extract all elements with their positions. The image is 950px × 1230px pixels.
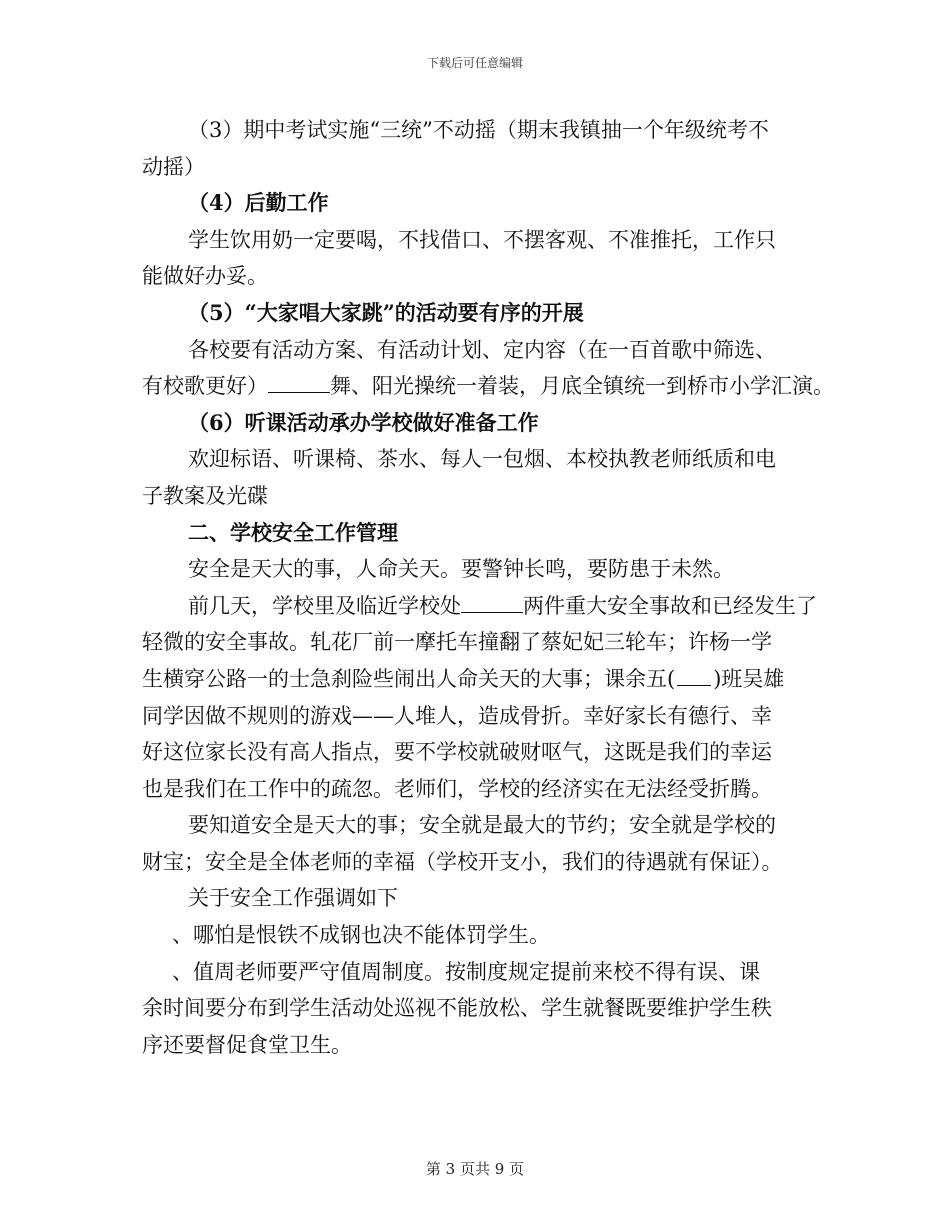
section-heading: （6）听课活动承办学校做好准备工作: [188, 409, 539, 435]
fill-blank: [677, 665, 711, 686]
paragraph-line: 欢迎标语、听课椅、茶水、每人一包烟、本校执教老师纸质和电: [188, 447, 776, 472]
paragraph-line: 各校要有活动方案、有活动计划、定内容（在一百首歌中筛选、: [188, 337, 776, 362]
paragraph-line: 余时间要分布到学生活动处巡视不能放松、学生就餐既要维护学生秩: [142, 996, 772, 1021]
paragraph-line: 财宝；安全是全体老师的幸福（学校开支小，我们的待遇就有保证）。: [142, 849, 783, 874]
paragraph-line: 、值周老师要严守值周制度。按制度规定提前来校不得有误、课: [172, 959, 760, 984]
paragraph-line: 学生饮用奶一定要喝，不找借口、不摆客观、不准推托，工作只: [188, 227, 776, 252]
fill-blank: [268, 372, 330, 393]
paragraph-line: [142, 661, 822, 698]
section-heading: （4）后勤工作: [188, 190, 329, 216]
section-heading: （5）“大家唱大家跳”的活动要有序的开展: [188, 299, 584, 325]
paragraph-line: [142, 588, 822, 625]
text-segment: 有校歌更好）: [142, 374, 268, 399]
paragraph-line: 好这位家长没有高人指点，要不学校就破财呕气，这既是我们的幸运: [142, 740, 772, 765]
paragraph-line: 关于安全工作强调如下: [188, 886, 398, 911]
paragraph-line: 子教案及光碟: [142, 483, 268, 508]
section-heading: 二、学校安全工作管理: [188, 519, 398, 545]
text-segment: )班吴雄: [713, 666, 785, 691]
paragraph-line: 、哪怕是恨铁不成钢也决不能体罚学生。: [172, 923, 550, 948]
paragraph-line: 序还要督促食堂卫生。: [142, 1032, 352, 1057]
text-segment: 生横穿公路一的士急刹险些闹出人命关天的大事；课余五(: [142, 666, 676, 691]
text-segment: 前几天，学校里及临近学校处: [188, 593, 461, 618]
page-footer: 第 3 页共 9 页: [425, 1160, 525, 1178]
paragraph-line: 要知道安全是天大的事；安全就是最大的节约；安全就是学校的: [188, 813, 776, 838]
paragraph-line: [142, 368, 834, 405]
paragraph-line: 能做好办妥。: [142, 264, 268, 289]
text-segment: 舞、阳光操统一着装，月底全镇统一到桥市小学汇演。: [330, 374, 834, 399]
page-header: 下载后可任意编辑: [426, 56, 523, 70]
text-segment: 两件重大安全事故和已经发生了: [523, 593, 817, 618]
fill-blank: [461, 592, 523, 613]
paragraph-line: 轻微的安全事故。轧花厂前一摩托车撞翻了蔡妃妃三轮车；许杨一学: [142, 630, 772, 655]
paragraph-line: 动摇）: [142, 154, 205, 179]
paragraph-line: 也是我们在工作中的疏忽。老师们，学校的经济实在无法经受折腾。: [142, 776, 772, 801]
paragraph-line: 同学因做不规则的游戏——人堆人，造成骨折。幸好家长有德行、幸: [142, 703, 772, 728]
document-body: [142, 112, 834, 1063]
paragraph-line: （3）期中考试实施“三统”不动摇（期末我镇抽一个年级统考不: [188, 118, 769, 142]
paragraph-line: 安全是天大的事，人命关天。要警钟长鸣，要防患于未然。: [188, 557, 734, 582]
